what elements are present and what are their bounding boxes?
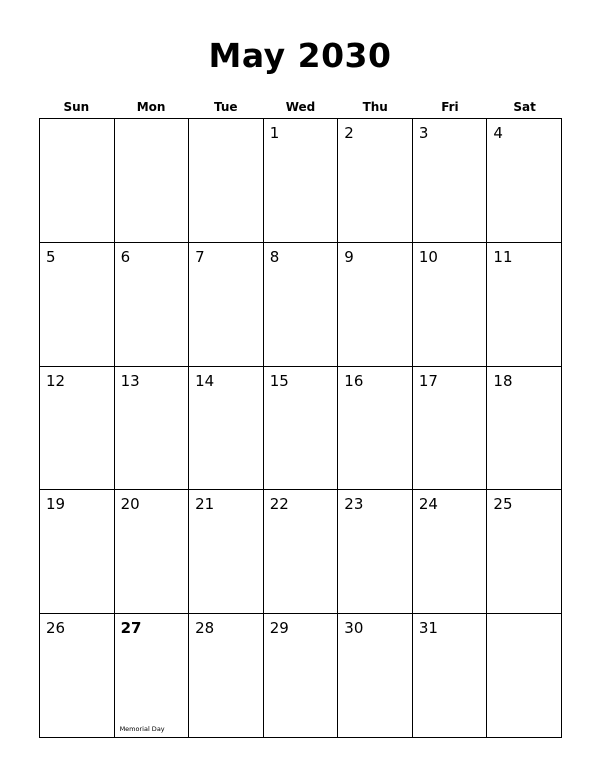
weekday-label-fri: Fri <box>441 100 459 114</box>
calendar-title: May 2030 <box>208 36 392 75</box>
day-cell <box>413 119 488 243</box>
day-cell <box>487 119 562 243</box>
day-cell <box>338 119 413 243</box>
day-cell <box>189 243 264 367</box>
day-cell <box>487 243 562 367</box>
day-number: 27 <box>120 619 142 638</box>
day-cell <box>40 614 115 738</box>
day-number: 1 <box>269 124 280 142</box>
day-number: 23 <box>344 495 364 514</box>
day-cell <box>115 614 190 738</box>
empty-day-cell <box>189 119 264 243</box>
empty-day-cell <box>487 614 562 738</box>
day-number: 24 <box>418 495 438 514</box>
day-cell <box>487 367 562 491</box>
day-cell <box>338 614 413 738</box>
weekday-label-wed: Wed <box>285 100 316 114</box>
day-number: 19 <box>46 495 66 514</box>
day-number: 15 <box>269 371 289 390</box>
day-cell <box>264 490 339 614</box>
day-cell <box>189 490 264 614</box>
day-cell <box>40 243 115 367</box>
day-cell <box>413 367 488 491</box>
day-number: 8 <box>269 247 280 266</box>
empty-day-cell <box>115 119 190 243</box>
day-number: 6 <box>120 247 131 266</box>
day-number: 17 <box>418 371 438 390</box>
day-cell <box>413 614 488 738</box>
empty-day-cell <box>40 119 115 243</box>
day-cell <box>487 490 562 614</box>
day-number: 12 <box>46 371 66 390</box>
day-cell <box>189 614 264 738</box>
day-number: 31 <box>418 619 438 638</box>
day-cell <box>338 367 413 491</box>
day-number: 4 <box>493 124 503 142</box>
day-cell <box>264 119 339 243</box>
day-number: 9 <box>344 247 354 266</box>
weekday-label-thu: Thu <box>362 100 388 114</box>
day-number: 22 <box>269 495 289 514</box>
day-number: 20 <box>120 495 140 514</box>
day-number: 18 <box>493 371 513 390</box>
day-cell <box>115 490 190 614</box>
day-number: 10 <box>418 247 438 266</box>
day-number: 13 <box>120 371 140 390</box>
day-number: 25 <box>493 495 513 514</box>
day-cell <box>40 367 115 491</box>
weekday-header-row <box>39 99 562 115</box>
day-cell <box>115 367 190 491</box>
weekday-label-tue: Tue <box>214 100 238 114</box>
day-number: 29 <box>269 619 289 638</box>
day-cell <box>338 490 413 614</box>
day-number: 7 <box>195 247 205 266</box>
day-number: 21 <box>195 495 215 514</box>
day-number: 5 <box>46 247 56 266</box>
day-cell <box>338 243 413 367</box>
day-cell <box>264 243 339 367</box>
weekday-label-sat: Sat <box>513 100 536 114</box>
day-cell <box>264 614 339 738</box>
holiday-label: Memorial Day <box>119 725 165 733</box>
day-number: 3 <box>418 124 429 142</box>
weekday-label-sun: Sun <box>63 100 90 114</box>
day-cell <box>40 490 115 614</box>
day-number: 11 <box>493 247 513 266</box>
day-number: 30 <box>344 619 364 638</box>
day-cell <box>413 490 488 614</box>
day-cell <box>115 243 190 367</box>
day-cell <box>413 243 488 367</box>
day-cell <box>264 367 339 491</box>
day-number: 28 <box>195 619 215 638</box>
weekday-label-mon: Mon <box>136 100 166 114</box>
day-number: 16 <box>344 371 364 390</box>
calendar-grid <box>39 118 562 738</box>
day-number: 2 <box>344 124 354 142</box>
day-number: 26 <box>46 619 66 638</box>
day-number: 14 <box>195 371 215 390</box>
day-cell <box>189 367 264 491</box>
